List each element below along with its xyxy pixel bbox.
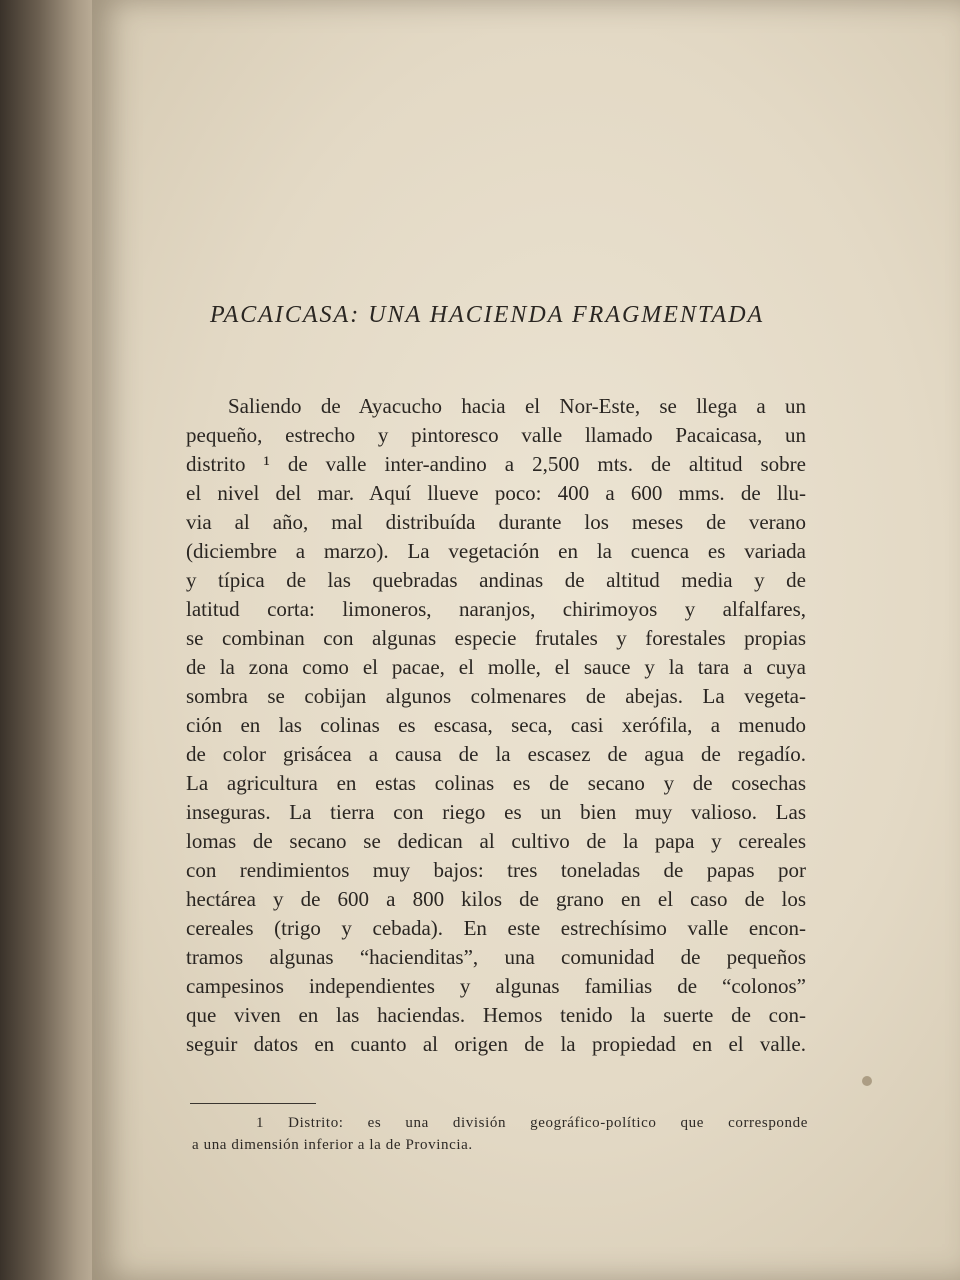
paragraph-line: cereales (trigo y cebada). En este estrechísimo valle encon- [186,916,806,940]
paragraph-line: campesinos independientes y algunas familias de “colonos” [186,974,806,998]
paragraph-line: se combinan con algunas especie frutales y forestales propias [186,626,806,650]
paper-stain [862,1076,872,1086]
footnote [192,1112,808,1156]
paragraph-line: latitud corta: limoneros, naranjos, chirimoyos y alfalfares, [186,597,806,621]
paragraph-line: seguir datos en cuanto al origen de la propiedad en el valle. [186,1032,806,1056]
paragraph-line: de la zona como el pacae, el molle, el sauce y la tara a cuya [186,655,806,679]
paragraph-line: pequeño, estrecho y pintoresco valle llamado Pacaicasa, un [186,423,806,447]
body-paragraph [186,392,806,1059]
paragraph-line: La agricultura en estas colinas es de secano y de cosechas [186,771,806,795]
paragraph-line: ción en las colinas es escasa, seca, casi xerófila, a menudo [186,713,806,737]
paragraph-line: sombra se cobijan algunos colmenares de abejas. La vegeta- [186,684,806,708]
paragraph-line: Saliendo de Ayacucho hacia el Nor-Este, se llega a un [228,394,806,418]
footnote-divider [190,1103,316,1104]
paragraph-line: con rendimientos muy bajos: tres toneladas de papas por [186,858,806,882]
paragraph-line: inseguras. La tierra con riego es un bien muy valioso. Las [186,800,806,824]
paragraph-line: que viven en las haciendas. Hemos tenido la suerte de con- [186,1003,806,1027]
footnote-line: 1 Distrito: es una división geográfico-político que corresponde [256,1115,808,1131]
footnote-line: a una dimensión inferior a la de Provincia. [192,1137,473,1153]
paragraph-line: lomas de secano se dedican al cultivo de la papa y cereales [186,829,806,853]
paragraph-line: hectárea y de 600 a 800 kilos de grano en el caso de los [186,887,806,911]
paragraph-line: tramos algunas “hacienditas”, una comunidad de pequeños [186,945,806,969]
chapter-title: PACAICASA: UNA HACIENDA FRAGMENTADA [210,302,765,328]
paragraph-line: distrito ¹ de valle inter-andino a 2,500 mts. de altitud sobre [186,452,806,476]
paragraph-line: (diciembre a marzo). La vegetación en la cuenca es variada [186,539,806,563]
paragraph-line: el nivel del mar. Aquí llueve poco: 400 a 600 mms. de llu- [186,481,806,505]
paragraph-line: de color grisácea a causa de la escasez de agua de regadío. [186,742,806,766]
paragraph-line: y típica de las quebradas andinas de altitud media y de [186,568,806,592]
paragraph-line: via al año, mal distribuída durante los meses de verano [186,510,806,534]
